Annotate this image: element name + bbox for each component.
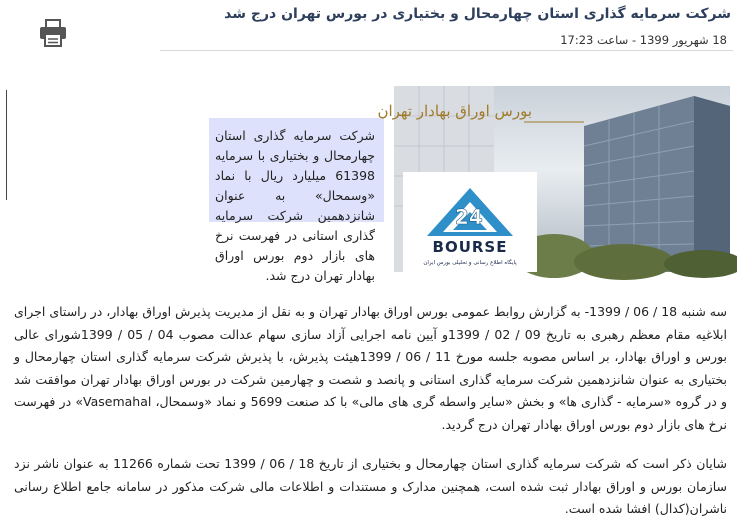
body-paragraph-2: شایان ذکر است که شرکت سرمایه گذاری استان چهارمحال و بختیاری از تاریخ 18 / 06 / 1399 تحت شماره 11266 به عنوان ناشر نزد سازمان بورس و اوراق بهادار ثبت شده است، همچنین مدارک و مستندات و اطلاعات مالی شرکت مذکور در سامانه جامع اطلاع رسانی ناشران(کدال) افشا شده است. (14, 456, 727, 516)
svg-text:24: 24 (455, 205, 483, 229)
left-divider (6, 90, 7, 200)
article-date: 18 شهریور 1399 - ساعت 17:23 (560, 33, 727, 47)
bourse-logo-graphic (403, 172, 537, 272)
article-title: شرکت سرمایه گذاری استان چهارمحال و بختیاری در بورس تهران درج شد (224, 6, 731, 22)
body-paragraph-1: سه شنبه 18 / 06 / 1399- به گزارش روابط عمومی بورس اوراق بهادار تهران و به نقل از مدیریت پذیرش اوراق بهادار، در راستای اجرای ابلاغیه مقام معظم رهبری به تاریخ 09 / 02 / 1399و آیین نامه اجرایی آزاد سازی سهام عدالت مصوب 04 / 05 / 1399شورای عالی بورس و اوراق بهادار، بر اساس مصوبه جلسه مورخ 11 / 06 / 1399هیئت پذیرش، با پذیرش شرکت سرمایه گذاری استان چهارمحال و بختیاری به عنوان شانزدهمین شرکت سرمایه گذاری استانی و پانصد و شصت و چهارمین شرکت در بورس اوراق بهادار تهران موافقت شد و در گروه «سرمایه - گذاری ها» و بخش «سایر واسطه گری های مالی» با کد صنعت 5699 و نماد «وسمحال، Vasemahal» در فهرست نرخ های بازار دوم بورس اوراق بهادار تهران درج گردید. (14, 304, 728, 432)
bourse-logo-text: BOURSE (432, 238, 508, 256)
building-sign: بورس اوراق بهادار تهران (377, 102, 532, 120)
bourse-logo (403, 172, 537, 272)
title-divider (160, 50, 733, 51)
printer-icon (38, 18, 68, 48)
bourse-logo-subtitle: پایگاه اطلاع رسانی و تحلیلی بورس ایران (423, 260, 517, 266)
print-button[interactable] (38, 18, 68, 48)
lead-summary: شرکت سرمایه گذاری استان چهارمحال و بختیاری با سرمایه 61398 میلیارد ریال با نماد «وسمحال» به عنوان شانزدهمین شرکت سرمایه گذاری استانی در فهرست نرخ های بازار دوم بورس اوراق بهادار تهران درج شد. (209, 118, 384, 222)
